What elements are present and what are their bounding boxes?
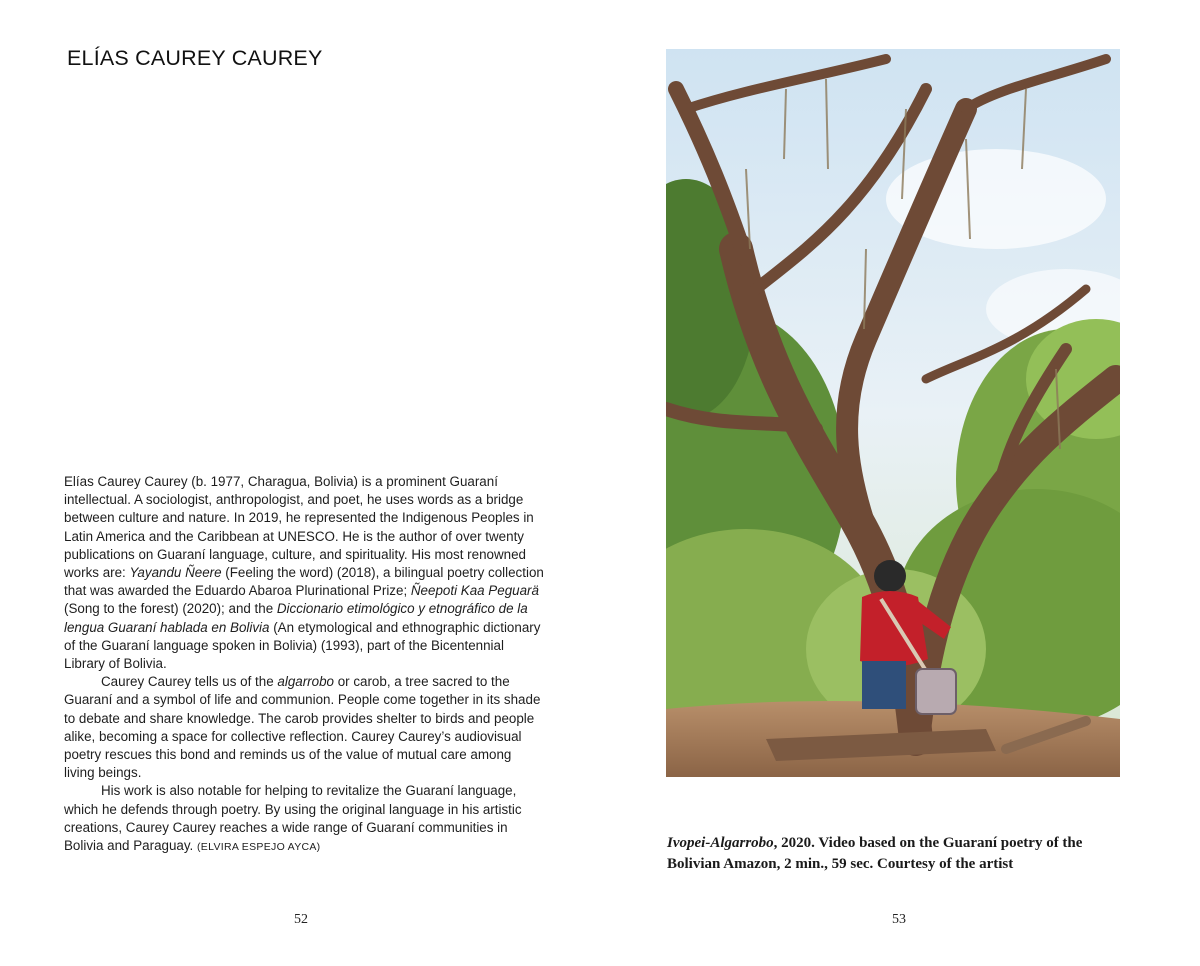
text-run: His work is also notable for helping to revitalize the Guaraní language, which he defends through poetry. By using the original language in his artistic creations, Caurey Caurey reaches a wide range of Guaraní communities in Bolivia and Paraguay. <box>64 783 522 854</box>
text-run: Elías Caurey Caurey (b. 1977, Charagua, Bolivia) is a prominent Guaraní intellectual. A sociologist, anthropologist, and poet, he uses words as a bridge between culture and nature. In 2019, he represented the Indigenous Peoples in Latin America and the Caribbean at UNESCO. He is the author of over twenty publications on Guaraní language, culture, and spirituality. His most renowned works are: <box>64 474 534 581</box>
bio-paragraph-1 <box>64 473 544 673</box>
page-number-right: 53 <box>892 912 906 927</box>
bio-paragraph-3 <box>64 782 544 856</box>
text-run: (Feeling the word) (2018), a bilingual poetry collection that was awarded the Eduardo Abaroa Plurinational Prize; <box>64 565 544 599</box>
artwork-caption <box>667 833 1137 874</box>
text-run: (Song to the forest) (2020); and the <box>64 601 277 617</box>
italic-text-run: Yayandu Ñeere <box>129 565 222 581</box>
right-page <box>600 0 1200 966</box>
page-number-left: 52 <box>294 912 308 927</box>
text-run: or carob, a tree sacred to the Guaraní and a symbol of life and communion. People come together in its shade to debate and share knowledge. The carob provides shelter to birds and people alike, becoming a space for collective reflection. Caurey Caurey’s audiovisual poetry rescues this bond and reminds us of the value of mutual care among living beings. <box>64 674 541 781</box>
text-run: Caurey Caurey tells us of the <box>101 674 278 690</box>
artwork-title: Ivopei-Algarrobo <box>667 835 774 851</box>
artwork-photo <box>666 49 1120 777</box>
carob-tree-illustration <box>666 49 1120 777</box>
bio-paragraph-2 <box>64 673 544 782</box>
artist-name: ELÍAS CAUREY CAUREY <box>67 46 323 70</box>
italic-text-run: algarrobo <box>277 674 334 690</box>
text-run: (An etymological and ethnographic dictionary of the Guaraní language spoken in Bolivia) (1993), part of the Bicentennial Library of Bolivia. <box>64 619 541 672</box>
italic-text-run: Diccionario etimológico y etnográfico de la lengua Guaraní hablada en Bolivia <box>64 601 528 635</box>
author-credit: (ELVIRA ESPEJO AYCA) <box>197 841 321 854</box>
artist-bio <box>64 473 544 856</box>
artwork-details: , 2020. Video based on the Guaraní poetry of the Bolivian Amazon, 2 min., 59 sec. Courtesy of the artist <box>667 835 1083 872</box>
italic-text-run: Ñeepoti Kaa Peguarä <box>410 583 539 599</box>
